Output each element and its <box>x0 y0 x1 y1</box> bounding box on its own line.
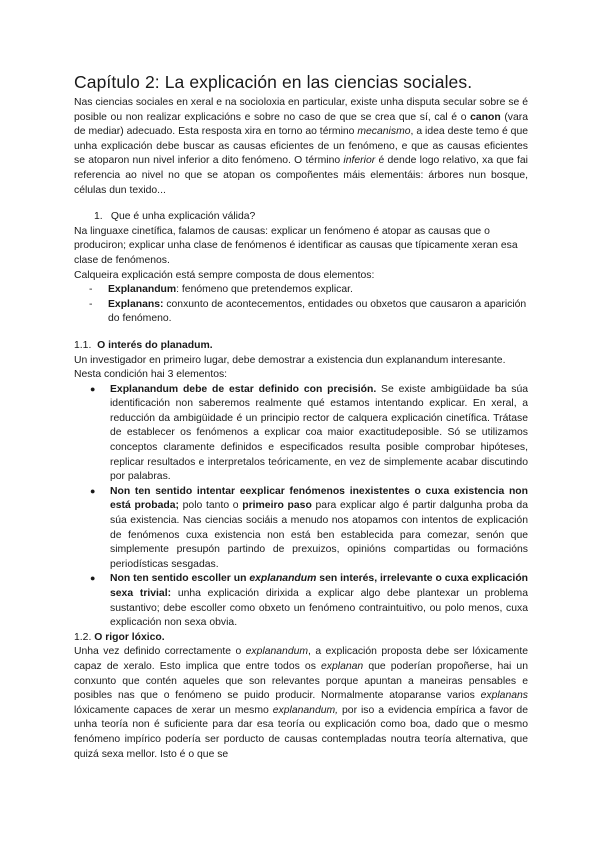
section-1-1-paragraph: Un investigador en primeiro lugar, debe demostrar a existencia dun explanandum interesante. Nesta condición hai 3 elementos: <box>74 354 506 381</box>
section-1-2-heading: 1.2. O rigor lóxico. <box>74 631 165 643</box>
section-1-lead: Calqueira explicación está sempre composta de dous elementos: <box>74 269 375 281</box>
elements-list <box>74 283 528 327</box>
list-item: ● Explanandum debe de estar definido con precisión. Se existe ambigüidade ba súa identificación non saberemos realmente qué estamos intentando explicar. En xeral, a reducción da ambigüidade é un principio rector de calquera explicación cinetífica. Trátase de establecer os fenómenos a explicar coa maior exactitudeposible. Só se utilizamos conceptos claramente definidos e especificados resulta posible comprobar hipóteses, replicar resultados e interpretalos teóricamente, en vez de simplemente acabar discutindo por palabras. <box>90 383 529 483</box>
intro-paragraph: Nas ciencias sociales en xeral e na socioloxia en particular, existe unha disputa secular sobre se é posible ou non realizar explicacións e sobre no caso de que se crea que sí, cal é o canon (vara de mediar) adecuado. Esta resposta xira en torno ao término mecanismo, a idea deste temo é que unha explicación debe buscar as causas eficientes de un fenómeno, e que as causas eficientes se atoparon nun nivel inferior a dito fenómeno. O término inferior é dende logo relativo, xa que fai referencia ao nivel no que se atopan os compoñentes máis elementáis: árbores nun bosque, células dun texido... <box>74 97 528 196</box>
term-mecanismo: mecanismo <box>357 126 411 138</box>
section-number: 1. <box>94 211 103 223</box>
list-item: - Explanans: conxunto de acontecementos, entidades ou obxetos que causaron a aparición do fenómeno. <box>89 298 527 325</box>
dash-marker: - <box>89 298 93 310</box>
conditions-list <box>74 383 528 631</box>
chapter-title: Capítulo 2: La explicación en las ciencias sociales. <box>74 72 473 92</box>
section-1-heading: 1. Que é unha explicación válida? <box>94 210 528 225</box>
section-1-1-heading: 1.1. O interés do planadum. <box>74 339 213 351</box>
section-1-2-paragraph: Unha vez definido correctamente o explanandum, a explicación proposta debe ser lóxicamente capaz de xeralo. Esto implica que entre todos os explanan que poderían propoñerse, hai un conxunto que contén aqueles que son relevantes porque apuntan a maneiras pensables e posibles nas que o fenómeno se puido producir. Normalmente atoparanse varios explanans lóxicamente capaces de xerar un mesmo explanandum, por iso a evidencia empírica a favor de unha teoría non é suficiente para dar esa teoría ou explicación como boa, dado que o mesmo fenómeno impírico podería ser porducto de causas contempladas noutra teoría alternativa, que quizá sexa mellor. Isto é o que se <box>74 646 528 760</box>
bullet-marker: ● <box>90 383 96 394</box>
list-item: ● Non ten sentido escoller un explanandum sen interés, irrelevante o cuxa explicación sexa trivial: unha explicación dirixida a explicar algo debe plantexar un problema sustantivo; debe escoller como obxeto un fenómeno contraintuitivo, ou polo menos, cuxa explicación non sexa obvia. <box>90 573 529 629</box>
bullet-marker: ● <box>90 485 96 496</box>
dash-marker: - <box>89 284 93 296</box>
bullet-marker: ● <box>90 573 96 584</box>
term-inferior: inferior <box>343 155 376 167</box>
list-item: ● Non ten sentido intentar eexplicar fenómenos inexistentes o cuxa existencia non está probada; polo tanto o primeiro paso para explicar algo é partir dalgunha proba da súa existencia. Nas ciencias sociáis a menudo nos atopamos con intentos de explicación de fenómenos cuxa existencia non está ben establecida para comezar, senón que simplemente presupón partindo de prexuizos, opinións compartidas ou formacións periodísticas sesgadas. <box>90 485 528 570</box>
section-1-heading-list <box>74 210 528 225</box>
term-canon: canon <box>470 111 501 123</box>
section-1-paragraph: Na linguaxe cinetífica, falamos de causas: explicar un fenómeno é atopar as causas que o produciron; explicar unha clase de fenómenos é identificar as causas que típicamente xeran esa clase de fenómenos. <box>74 225 518 266</box>
list-item: - Explanandum: fenómeno que pretendemos explicar. <box>74 283 528 298</box>
